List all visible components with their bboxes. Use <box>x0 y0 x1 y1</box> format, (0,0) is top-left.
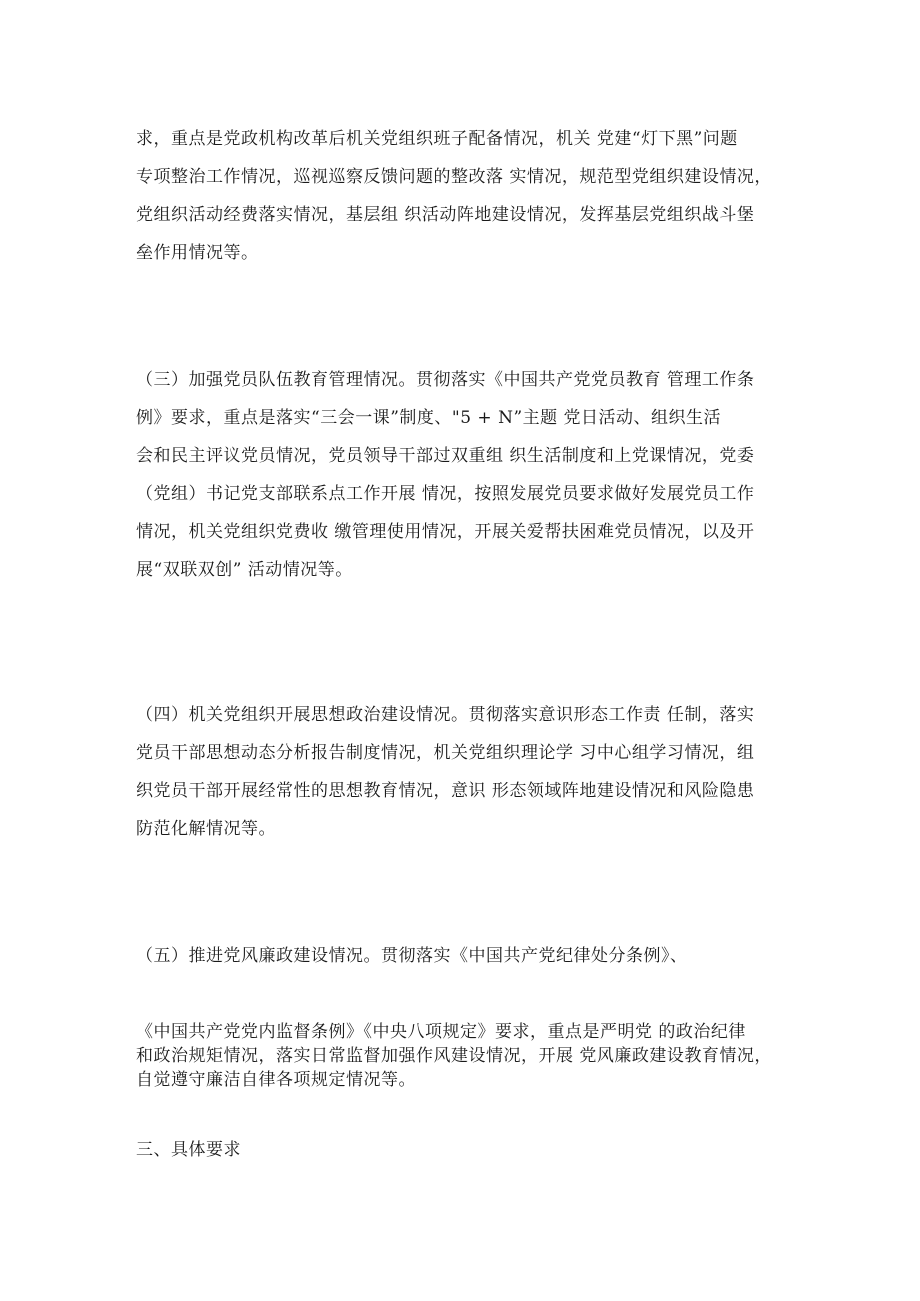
section-heading-3 <box>136 1131 791 1169</box>
text-line: 例》要求，重点是落实“三会一课”制度、"5 + N”主题 党日活动、组织生活 <box>136 408 722 428</box>
text-line: 专项整治工作情况，巡视巡察反馈问题的整改落 实情况，规范型党组织建设情况， <box>136 167 772 187</box>
paragraph-continuation <box>136 120 791 272</box>
text-line: （党组）书记党支部联系点工作开展 情况，按照发展党员要求做好发展党员工作 <box>136 484 755 504</box>
text-line: 党员干部思想动态分析报告制度情况，机关党组织理论学 习中心组学习情况，组 <box>136 743 755 763</box>
text-line: 情况，机关党组织党费收 缴管理使用情况，开展关爱帮扶困难党员情况，以及开 <box>136 522 755 542</box>
text-line: 防范化解情况等。 <box>136 819 276 839</box>
paragraph-section-5-body <box>136 1020 791 1092</box>
text-line: （四）机关党组织开展思想政治建设情况。贯彻落实意识形态工作责 任制，落实 <box>136 705 755 725</box>
text-line: 垒作用情况等。 <box>136 243 259 263</box>
text-line: （三）加强党员队伍教育管理情况。贯彻落实《中国共产党党员教育 管理工作条 <box>136 370 755 390</box>
text-line: 求，重点是党政机构改革后机关党组织班子配备情况，机关 党建“灯下黑”问题 <box>136 129 738 149</box>
text-line: 党组织活动经费落实情况，基层组 织活动阵地建设情况，发挥基层党组织战斗堡 <box>136 205 755 225</box>
paragraph-section-5-head <box>136 937 791 975</box>
text-line: 《中国共产党党内监督条例》《中央八项规定》要求，重点是严明党 的政治纪律 <box>136 1022 746 1042</box>
text-line: 会和民主评议党员情况，党员领导干部过双重组 织生活制度和上党课情况，党委 <box>136 446 755 466</box>
text-line: 织党员干部开展经常性的思想教育情况，意识 形态领域阵地建设情况和风险隐患 <box>136 781 755 801</box>
paragraph-section-3 <box>136 361 791 589</box>
heading-text: 三、具体要求 <box>136 1140 241 1160</box>
paragraph-section-4 <box>136 696 791 848</box>
text-line: （五）推进党风廉政建设情况。贯彻落实《中国共产党纪律处分条例》、 <box>136 946 688 966</box>
text-line: 自觉遵守廉洁自律各项规定情况等。 <box>136 1070 416 1090</box>
text-line: 和政治规矩情况，落实日常监督加强作风建设情况，开展 党风廉政建设教育情况， <box>136 1046 772 1066</box>
text-line: 展“双联双创” 活动情况等。 <box>136 560 353 580</box>
